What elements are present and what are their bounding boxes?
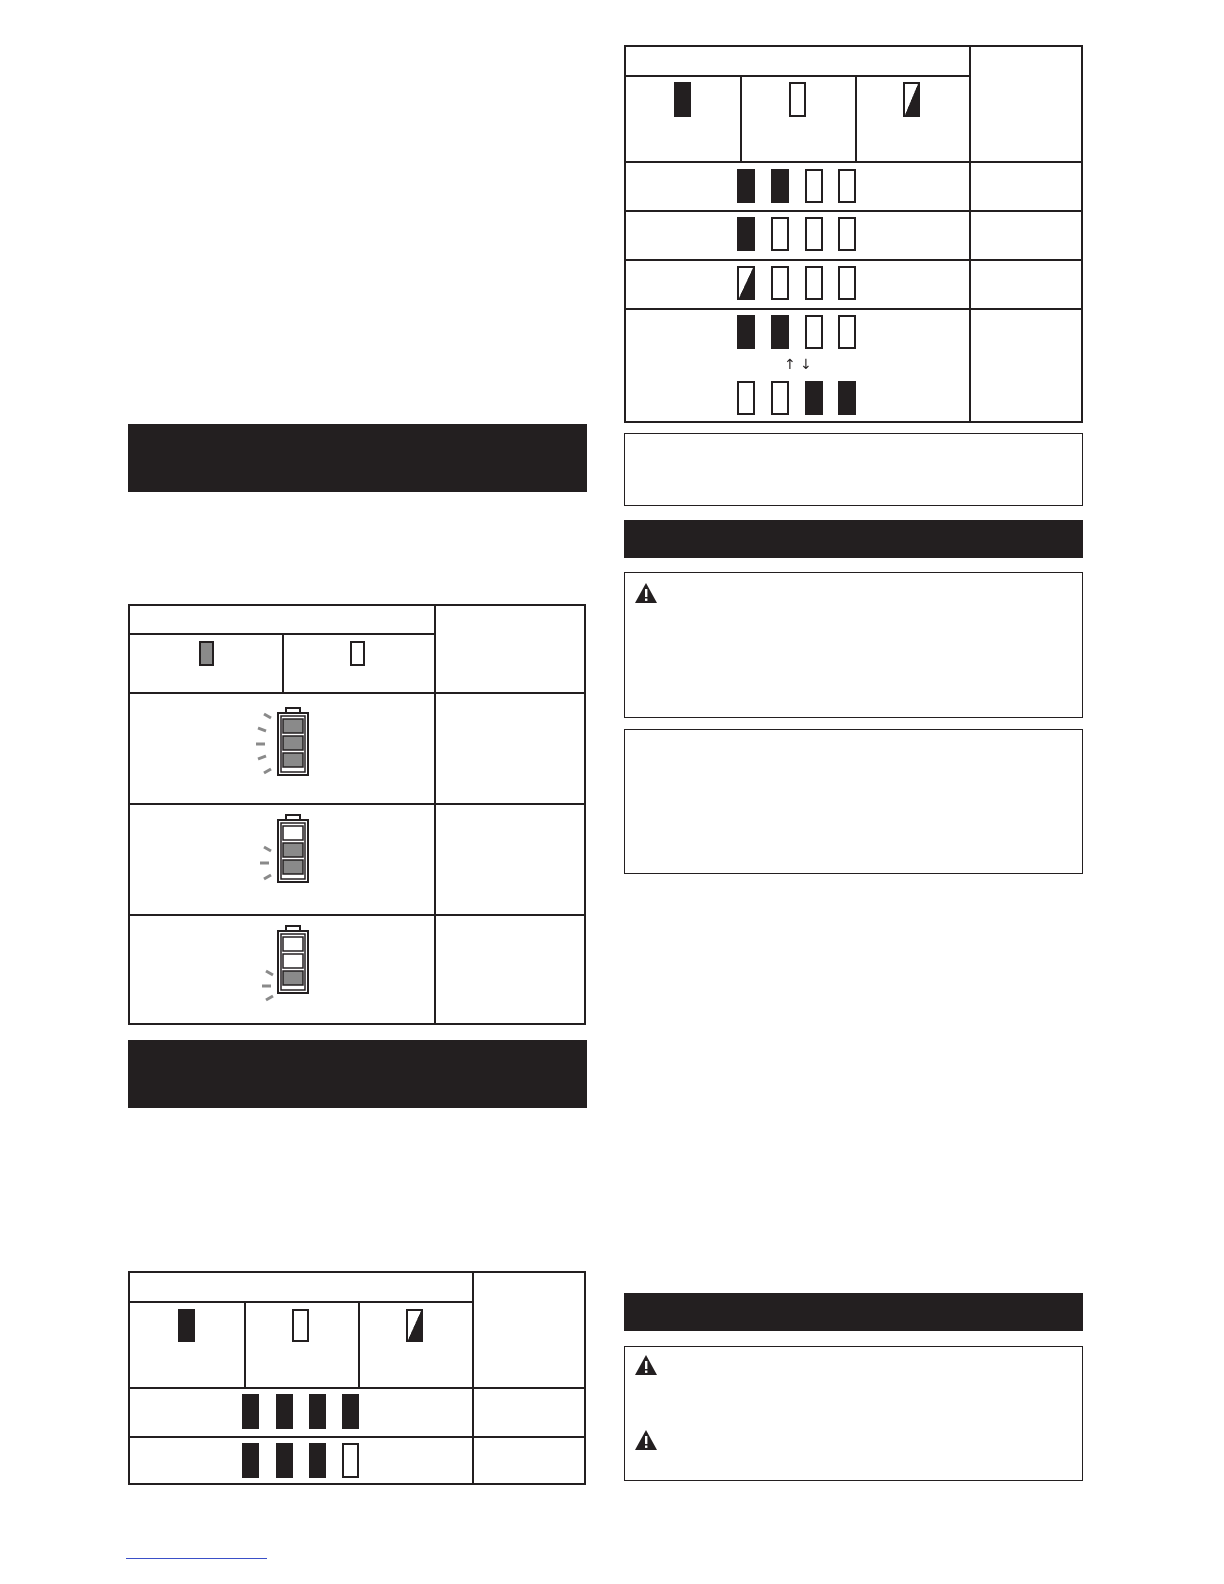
lamp-blinking-icon xyxy=(737,266,755,300)
lamp-blinking-icon xyxy=(903,82,920,117)
arrow-down-icon: ↓ xyxy=(800,357,812,373)
lamp-off-icon xyxy=(771,266,789,300)
lamp-off-icon xyxy=(805,315,823,349)
caution-box xyxy=(624,572,1083,718)
lamp-indicator-table-right xyxy=(624,45,1083,423)
lamp-lighted-icon xyxy=(178,1309,195,1342)
table-rule xyxy=(855,75,857,161)
lamp-off-icon xyxy=(838,266,856,300)
section-banner-4 xyxy=(624,1293,1083,1331)
note-box xyxy=(624,433,1083,506)
section-banner-1 xyxy=(128,424,587,492)
lamp-lighted-icon xyxy=(242,1394,259,1429)
arrow-up-icon: ↑ xyxy=(784,357,796,373)
lamp-lighted-icon xyxy=(838,381,856,415)
caution-box xyxy=(624,1346,1083,1481)
lamp-off-icon xyxy=(342,1443,359,1478)
lamp-lighted-icon xyxy=(805,381,823,415)
table-rule xyxy=(626,259,1083,261)
table-rule xyxy=(130,803,586,805)
warning-triangle-icon xyxy=(634,1429,658,1451)
lamp-lighted-icon xyxy=(276,1394,293,1429)
table-rule xyxy=(969,47,971,423)
lamp-off-icon xyxy=(771,381,789,415)
table-rule xyxy=(358,1301,360,1387)
table-rule xyxy=(130,914,586,916)
table-rule xyxy=(740,75,742,161)
lamp-off-icon xyxy=(805,217,823,251)
table-rule xyxy=(130,1436,586,1438)
lamp-lighted-icon xyxy=(242,1443,259,1478)
lamp-off-icon xyxy=(292,1309,309,1342)
table-rule xyxy=(626,308,1083,310)
warning-triangle-icon xyxy=(634,1354,658,1376)
table-rule xyxy=(626,75,969,77)
lamp-off-icon xyxy=(838,217,856,251)
section-banner-2 xyxy=(128,1040,587,1108)
lamp-off-icon xyxy=(771,217,789,251)
table-rule xyxy=(282,633,284,692)
notice-box xyxy=(624,729,1083,874)
lamp-indicator-table-left xyxy=(128,1271,586,1485)
lamp-lighted-icon xyxy=(276,1443,293,1478)
lamp-off-icon xyxy=(789,82,806,117)
section-banner-3 xyxy=(624,520,1083,558)
table-rule xyxy=(472,1273,474,1485)
lamp-lighted-icon xyxy=(674,82,691,117)
lamp-off-icon xyxy=(838,315,856,349)
lamp-lighted-icon xyxy=(309,1443,326,1478)
battery-gauge-icon xyxy=(250,813,320,888)
lamp-lighted-icon xyxy=(771,169,789,203)
lamp-off-icon xyxy=(737,381,755,415)
lamp-lighted-icon xyxy=(737,217,755,251)
lamp-lighted-icon xyxy=(199,641,214,666)
footer-link-underline[interactable] xyxy=(126,1558,267,1559)
table-rule xyxy=(130,1301,472,1303)
table-rule xyxy=(244,1301,246,1387)
lamp-lighted-icon xyxy=(771,315,789,349)
table-rule xyxy=(626,161,1083,163)
lamp-lighted-icon xyxy=(737,169,755,203)
lamp-blinking-icon xyxy=(406,1309,423,1342)
lamp-off-icon xyxy=(350,641,365,666)
table-rule xyxy=(130,692,586,694)
lamp-lighted-icon xyxy=(737,315,755,349)
battery-gauge-icon xyxy=(250,924,320,1002)
lamp-off-icon xyxy=(838,169,856,203)
table-rule xyxy=(130,1387,586,1389)
battery-indicator-table xyxy=(128,604,586,1025)
lamp-lighted-icon xyxy=(309,1394,326,1429)
table-rule xyxy=(434,606,436,1025)
lamp-off-icon xyxy=(805,266,823,300)
lamp-off-icon xyxy=(805,169,823,203)
warning-triangle-icon xyxy=(634,582,658,604)
table-rule xyxy=(626,210,1083,212)
battery-gauge-icon xyxy=(250,706,320,781)
lamp-lighted-icon xyxy=(342,1394,359,1429)
